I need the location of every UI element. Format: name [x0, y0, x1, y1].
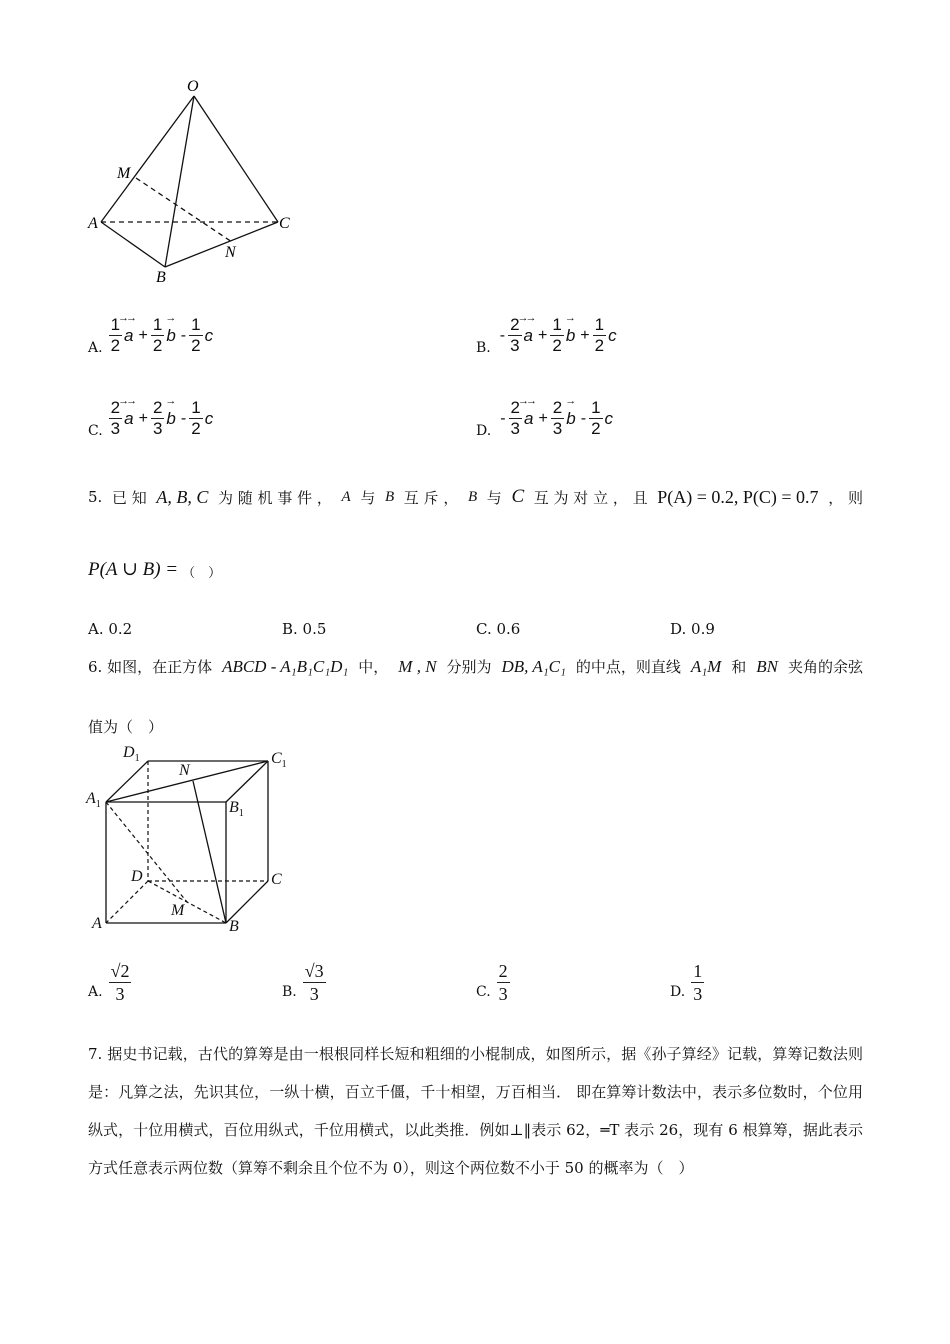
- q7-stem: 7. 据史书记载，古代的算筹是由一根根同样长短和粗细的小棍制成，如图所示，据《孙子算经》记载，算筹记数法则是：凡算之法，先识其位，一纵十横，百立千僵，千十相望，万百相当． 即在算筹计数法中，表示多位数时，个位用纵式，十位用横式，百位用纵式，千位用横式，以此类推．例如⊥‖表示 62，═T 表示 26，现有 6 根算筹，据此表示方式任意表示两位数（算筹不剩余且个位不为 0），则这个两位数不小于 50 的概率为（ ）: [88, 1045, 863, 1177]
- label-D: D: [131, 868, 143, 885]
- label-A: A: [88, 215, 98, 232]
- q4-option-b[interactable]: B. - $\frac{2}{3}$ →→ a + $\frac{1}{2}$ → b + $\frac{1}{2}$ c: [476, 315, 619, 356]
- q6-option-b[interactable]: B. $\frac{√3}{3}$: [282, 961, 324, 1004]
- q5-option-d[interactable]: D. 0.9: [670, 620, 715, 638]
- q5-option-b[interactable]: B. 0.5: [282, 620, 327, 638]
- q6-stem-line2: 值为（ ）: [88, 718, 164, 736]
- label-C: C: [271, 871, 282, 888]
- label-C1: $C_1$: [271, 750, 287, 771]
- label-M: M: [171, 902, 185, 919]
- q6-option-d[interactable]: D. $\frac{1}{3}$: [670, 961, 703, 1004]
- label-C: C: [279, 215, 290, 232]
- tetrahedron-figure: [80, 70, 310, 290]
- q4-option-d[interactable]: D. - $\frac{2}{3}$ →→ a + $\frac{2}{3}$ → b - $\frac{1}{2}$ c: [476, 398, 615, 439]
- label-B: B: [229, 918, 239, 935]
- q6-option-c[interactable]: C. $\frac{2}{3}$: [476, 961, 508, 1004]
- label-M: M: [117, 165, 131, 182]
- label-A1: $A_1$: [86, 790, 101, 811]
- label-N: N: [179, 762, 190, 779]
- q4-option-a[interactable]: A. $\frac{1}{2}$ →→ a + $\frac{1}{2}$ → b - $\frac{1}{2}$ c: [88, 315, 215, 356]
- label-B: B: [156, 269, 166, 286]
- label-B1: $B_1$: [229, 799, 244, 820]
- q5-stem-line2: P(A ∪ B) = （ ）: [88, 559, 222, 581]
- label-D1: $D_1$: [123, 744, 140, 765]
- label-N: N: [225, 244, 236, 261]
- cube-figure: [80, 740, 300, 940]
- q5-option-a[interactable]: A. 0.2: [88, 620, 133, 638]
- label-A: A: [92, 915, 102, 932]
- label-O: O: [187, 78, 199, 95]
- q6-stem-line1: 6. 如图，在正方体 ABCD - A₁B₁C₁D₁ 中， M , N 分别为 DB, A₁C₁ 的中点，则直线 A₁M 和 BN 夹角的余弦: [88, 656, 863, 676]
- q6-option-a[interactable]: A. $\frac{√2}{3}$: [88, 961, 130, 1004]
- q4-option-c[interactable]: C. $\frac{2}{3}$ →→ a + $\frac{2}{3}$ → b - $\frac{1}{2}$ c: [88, 398, 215, 439]
- q5-stem-line1: 5. 已 知 A, B, C 为 随 机 事 件 ， A 与 B 互 斥 ， B 与 C 互 为 对 立 ， 且 P(A) = 0.2, P(C) = 0.7 ， 则: [88, 486, 863, 507]
- q5-option-c[interactable]: C. 0.6: [476, 620, 521, 638]
